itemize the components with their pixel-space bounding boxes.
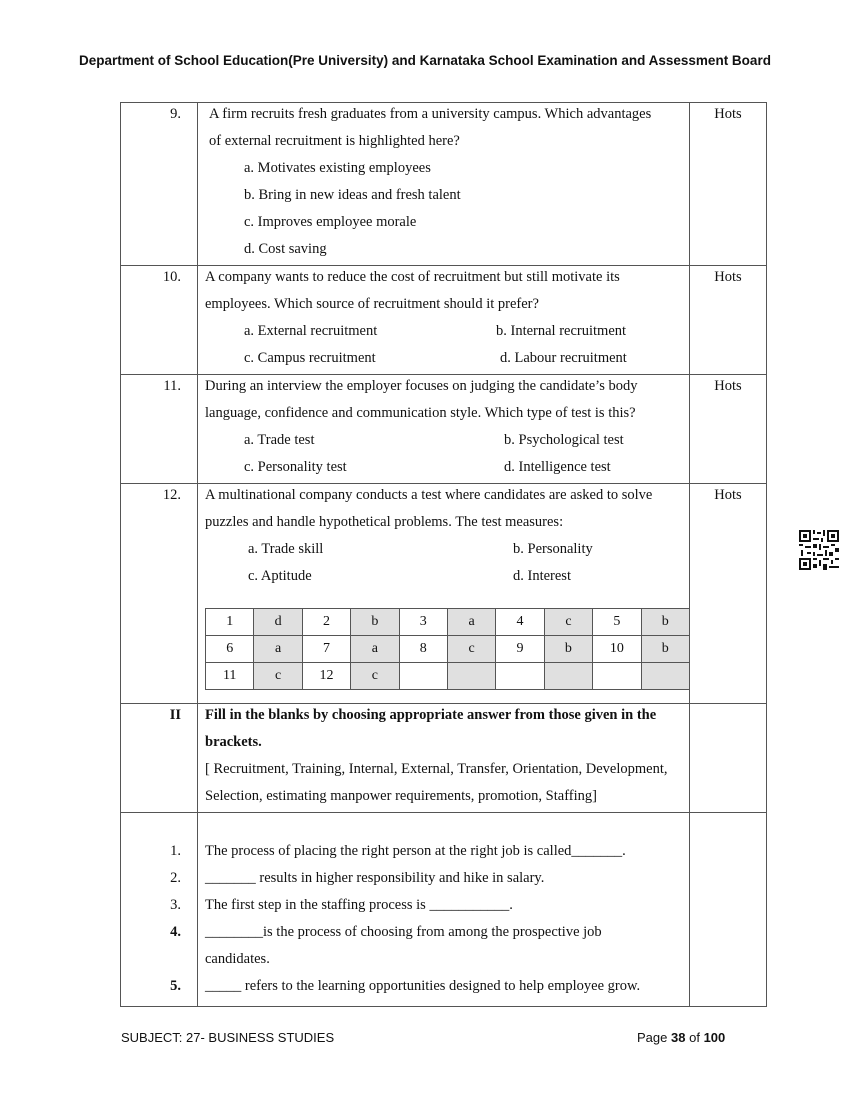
key-cell: a bbox=[351, 636, 399, 663]
fill-blank-item: _______ results in higher responsibility and hike in salary. bbox=[205, 870, 545, 886]
key-cell: 6 bbox=[206, 636, 254, 663]
key-cell: 12 bbox=[302, 663, 350, 690]
difficulty-level: Hots bbox=[690, 375, 767, 484]
key-cell: 9 bbox=[496, 636, 544, 663]
question-body bbox=[198, 484, 690, 704]
key-cell: b bbox=[544, 636, 592, 663]
key-cell: 4 bbox=[496, 609, 544, 636]
option-c: c. Improves employee morale bbox=[244, 214, 417, 230]
key-cell bbox=[641, 663, 689, 690]
question-number: 9. bbox=[121, 103, 198, 266]
key-cell bbox=[593, 663, 641, 690]
question-row bbox=[121, 103, 767, 266]
option-d: d. Cost saving bbox=[244, 241, 327, 257]
footer-page-number: Page 38 of 100 bbox=[637, 1030, 726, 1045]
fill-blank-item: _____ refers to the learning opportunities designed to help employee grow. bbox=[205, 978, 641, 994]
key-cell: 5 bbox=[593, 609, 641, 636]
fill-blank-questions bbox=[198, 813, 690, 1007]
fill-blank-item: The first step in the staffing process is ___________. bbox=[205, 897, 513, 913]
key-cell: 1 bbox=[206, 609, 254, 636]
answer-key-row bbox=[206, 609, 690, 636]
option-row bbox=[198, 320, 689, 347]
key-cell: c bbox=[351, 663, 399, 690]
option-row bbox=[198, 565, 689, 592]
option-b: b. Psychological test bbox=[504, 432, 624, 448]
page-header-title: Department of School Education(Pre University) and Karnataka School Examination and Assessment Board bbox=[79, 53, 771, 68]
key-cell: b bbox=[641, 609, 689, 636]
section-number: II bbox=[121, 704, 198, 813]
section-instructions bbox=[198, 704, 690, 813]
key-cell bbox=[544, 663, 592, 690]
question-table bbox=[120, 102, 767, 1007]
answer-key-table bbox=[205, 608, 690, 690]
section-options: [ Recruitment, Training, Internal, External, Transfer, Orientation, Development, bbox=[205, 761, 668, 777]
difficulty-level bbox=[690, 813, 767, 1007]
key-cell: a bbox=[254, 636, 302, 663]
question-body bbox=[198, 103, 690, 266]
question-text: A firm recruits fresh graduates from a university campus. Which advantages bbox=[209, 106, 652, 122]
key-cell: d bbox=[254, 609, 302, 636]
key-cell: c bbox=[254, 663, 302, 690]
question-body bbox=[198, 375, 690, 484]
option-row bbox=[198, 538, 689, 565]
question-number: 12. bbox=[121, 484, 198, 704]
section-options: Selection, estimating manpower requirements, promotion, Staffing] bbox=[205, 788, 597, 804]
fill-blank-item: The process of placing the right person at the right job is called_______. bbox=[205, 843, 626, 859]
question-text: language, confidence and communication style. Which type of test is this? bbox=[205, 405, 636, 421]
question-row bbox=[121, 266, 767, 375]
key-cell: 11 bbox=[206, 663, 254, 690]
key-cell: 8 bbox=[399, 636, 447, 663]
key-cell: c bbox=[447, 636, 495, 663]
option-b: b. Personality bbox=[513, 541, 593, 557]
key-cell bbox=[496, 663, 544, 690]
fill-blanks-row bbox=[121, 813, 767, 1007]
section-title: Fill in the blanks by choosing appropriate answer from those given in the bbox=[205, 707, 657, 723]
answer-key-row bbox=[206, 636, 690, 663]
option-d: d. Interest bbox=[513, 568, 571, 584]
option-b: b. Bring in new ideas and fresh talent bbox=[244, 187, 461, 203]
footer-subject: SUBJECT: 27- BUSINESS STUDIES bbox=[121, 1030, 335, 1045]
difficulty-level bbox=[690, 704, 767, 813]
option-c: c. Aptitude bbox=[248, 568, 312, 584]
question-text: employees. Which source of recruitment should it prefer? bbox=[205, 296, 539, 312]
option-a: a. External recruitment bbox=[244, 323, 378, 339]
key-cell: 7 bbox=[302, 636, 350, 663]
option-row bbox=[198, 429, 689, 456]
key-cell: 10 bbox=[593, 636, 641, 663]
question-number: 10. bbox=[121, 266, 198, 375]
option-a: a. Trade skill bbox=[248, 541, 324, 557]
key-cell bbox=[399, 663, 447, 690]
question-text: During an interview the employer focuses on judging the candidate’s body bbox=[205, 378, 638, 394]
key-cell: 2 bbox=[302, 609, 350, 636]
key-cell: a bbox=[447, 609, 495, 636]
answer-key-row bbox=[206, 663, 690, 690]
option-c: c. Personality test bbox=[244, 459, 347, 475]
question-text: of external recruitment is highlighted here? bbox=[209, 133, 460, 149]
fill-blank-item: ________is the process of choosing from among the prospective job bbox=[205, 924, 602, 940]
question-text: A company wants to reduce the cost of recruitment but still motivate its bbox=[205, 269, 620, 285]
option-row bbox=[198, 347, 689, 374]
section-title: brackets. bbox=[205, 734, 262, 750]
question-body bbox=[198, 266, 690, 375]
key-cell: b bbox=[351, 609, 399, 636]
section-row bbox=[121, 704, 767, 813]
key-cell: 3 bbox=[399, 609, 447, 636]
fill-blank-item-cont: candidates. bbox=[205, 951, 270, 967]
key-cell: b bbox=[641, 636, 689, 663]
option-a: a. Trade test bbox=[244, 432, 315, 448]
key-cell bbox=[447, 663, 495, 690]
option-a: a. Motivates existing employees bbox=[244, 160, 431, 176]
option-d: d. Intelligence test bbox=[504, 459, 611, 475]
option-d: d. Labour recruitment bbox=[500, 350, 627, 366]
difficulty-level: Hots bbox=[690, 266, 767, 375]
difficulty-level: Hots bbox=[690, 484, 767, 704]
key-cell: c bbox=[544, 609, 592, 636]
difficulty-level: Hots bbox=[690, 103, 767, 266]
option-b: b. Internal recruitment bbox=[496, 323, 627, 339]
qr-code-icon bbox=[799, 530, 839, 570]
question-number: 11. bbox=[121, 375, 198, 484]
question-text: A multinational company conducts a test where candidates are asked to solve bbox=[205, 487, 653, 503]
fill-blank-numbers: 1. 2. 3. 4. 5. bbox=[121, 813, 198, 1007]
option-c: c. Campus recruitment bbox=[244, 350, 376, 366]
question-text: puzzles and handle hypothetical problems. The test measures: bbox=[205, 514, 564, 530]
option-row bbox=[198, 456, 689, 483]
question-row bbox=[121, 484, 767, 704]
question-row bbox=[121, 375, 767, 484]
